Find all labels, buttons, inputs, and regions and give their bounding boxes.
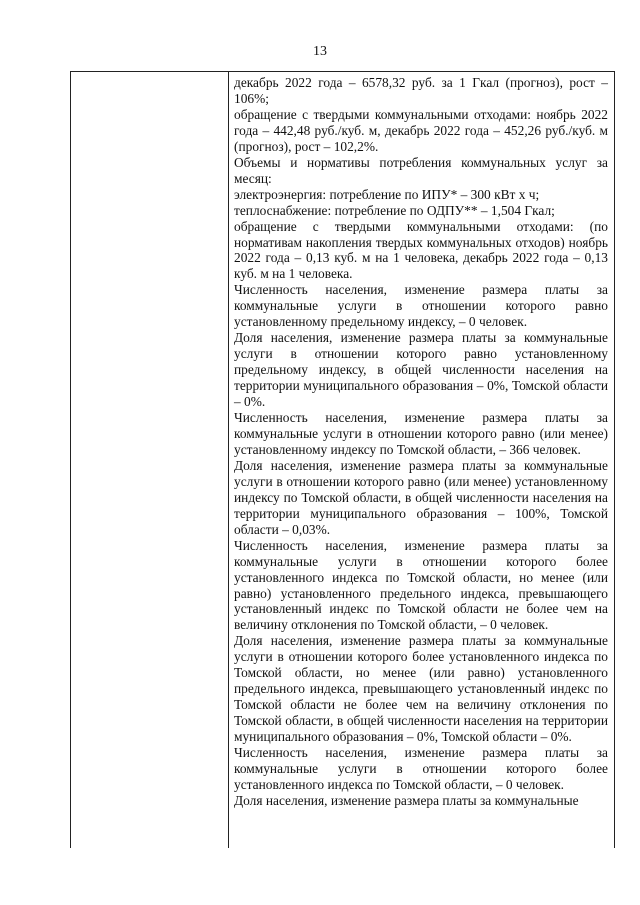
paragraph-population-above-regional-within-deviation: Численность населения, изменение размера платы за коммунальные услуги в отношении которого более установленного индекса по Томской области, но менее (или равно) установленного предельного индекса, превышающего установленный индекс по Томской области не более чем на величину отклонения по Томской области, – 0 человек. <box>234 537 608 633</box>
page-number: 13 <box>313 44 327 59</box>
paragraph-heat-consumption: теплоснабжение: потребление по ОДПУ** – 1,504 Гкал; <box>234 202 555 218</box>
paragraph-share-equal-limit: Доля населения, изменение размера платы за коммунальные услуги в отношении которого равно установленному предельному индексу, в общей численности населения на территории муниципального образования – 0%, Томской области – 0%. <box>234 330 608 410</box>
left-column-cell <box>71 72 228 848</box>
paragraph-population-above-regional-index: Численность населения, изменение размера платы за коммунальные услуги в отношении которого более установленного индекса по Томской области, – 0 человек. <box>234 745 608 792</box>
paragraph-share-above-regional-within-deviation: Доля населения, изменение размера платы за коммунальные услуги в отношении которого более установленного индекса по Томской области, но менее (или равно) установленного предельного индекса, превышающего установленный индекс по Томской области не более чем на величину отклонения по Томской области, в общей численности населения на территории муниципального образования – 0%, Томской области – 0%. <box>234 633 608 745</box>
paragraph-share-above-regional-index: Доля населения, изменение размера платы за коммунальные <box>234 792 579 808</box>
paragraph-consumption-heading: Объемы и нормативы потребления коммунальных услуг за месяц: <box>234 154 608 186</box>
right-column-cell <box>234 75 608 809</box>
paragraph-heat-price-december: декабрь 2022 года – 6578,32 руб. за 1 Гкал (прогноз), рост – 106%; <box>234 75 608 106</box>
paragraph-share-equal-regional-index: Доля населения, изменение размера платы за коммунальные услуги в отношении которого равно (или менее) установленному индексу по Томской области, в общей численности населения на территории муниципального образования – 100%, Томской области – 0,03%. <box>234 457 608 537</box>
paragraph-waste-norms: обращение с твердыми коммунальными отходами: (по нормативам накопления твердых коммунальных отходов) ноябрь 2022 года – 0,13 куб. м на 1 человека, декабрь 2022 года – 0,13 куб. м на 1 человека. <box>234 218 608 282</box>
paragraph-electricity-consumption: электроэнергия: потребление по ИПУ* – 300 кВт x ч; <box>234 186 540 202</box>
paragraph-waste-price: обращение с твердыми коммунальными отходами: ноябрь 2022 года – 442,48 руб./куб. м, декабрь 2022 года – 452,26 руб./куб. м (прогноз), рост – 102,2%. <box>234 106 608 154</box>
column-divider <box>228 72 229 848</box>
document-table <box>70 71 615 848</box>
paragraph-population-equal-regional-index: Численность населения, изменение размера платы за коммунальные услуги в отношении которого равно (или менее) установленному индексу по Томской области, – 366 человек. <box>234 410 608 457</box>
paragraph-population-equal-limit: Численность населения, изменение размера платы за коммунальные услуги в отношении которого равно установленному предельному индексу, – 0 человек. <box>234 282 608 330</box>
